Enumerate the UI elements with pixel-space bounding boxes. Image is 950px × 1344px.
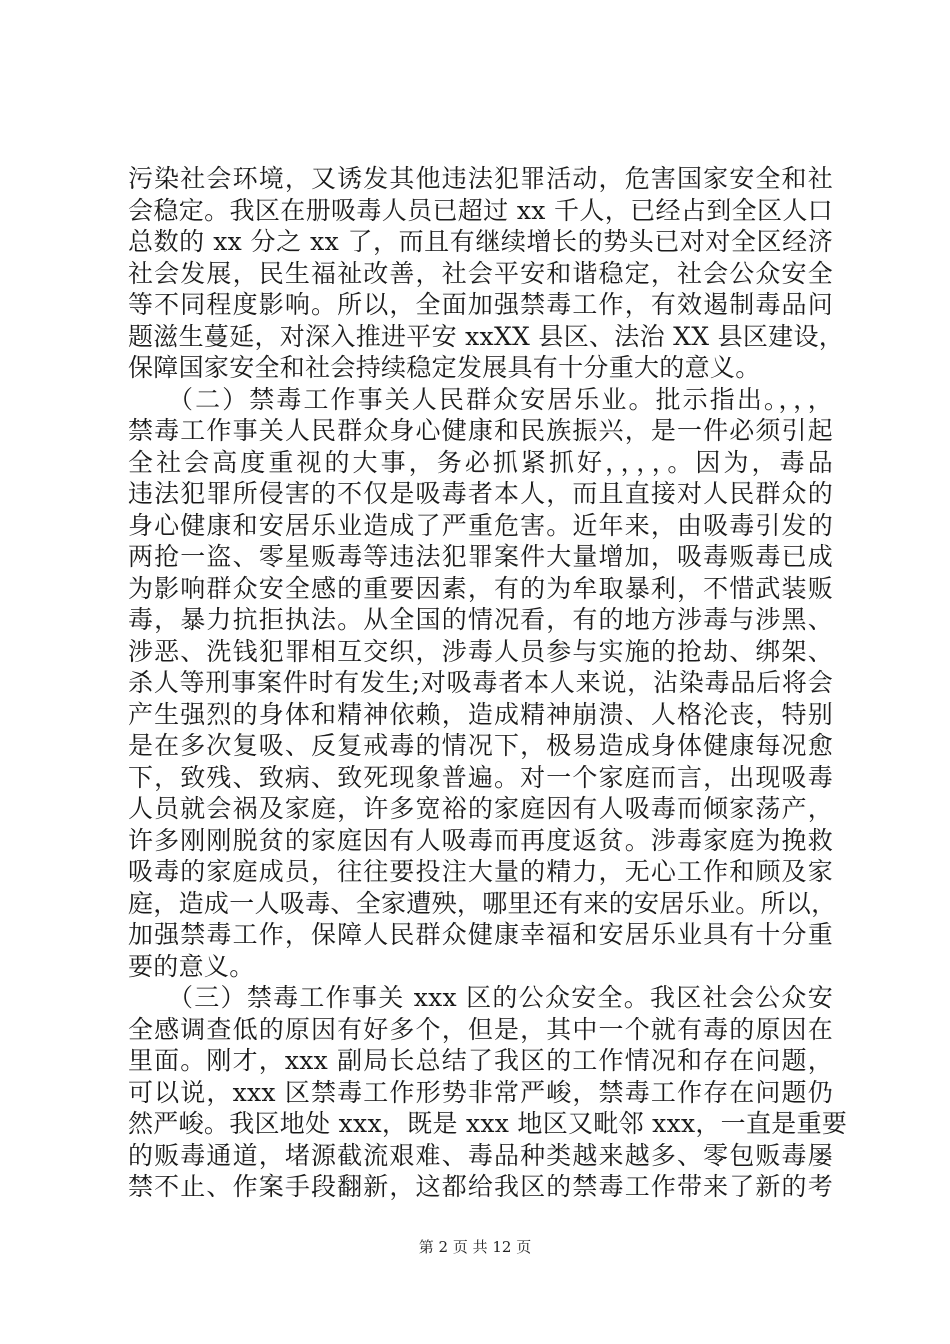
text-line: 污染社会环境，又诱发其他违法犯罪活动，危害国家安全和社 [128, 164, 833, 193]
text-line: 里面。刚才，xxx 副局长总结了我区的工作情况和存在问题， [128, 1046, 833, 1075]
text-line: 两抢一盗、零星贩毒等违法犯罪案件大量增加，吸毒贩毒已成 [128, 542, 833, 571]
text-line: 总数的 xx 分之 xx 了，而且有继续增长的势头已对对全区经济 [128, 227, 833, 256]
page-footer: 第 2 页 共 12 页 [418, 1238, 532, 1256]
text-line: 会稳定。我区在册吸毒人员已超过 xx 千人，已经占到全区人口 [128, 195, 833, 225]
text-line: 身心健康和安居乐业造成了严重危害。近年来，由吸毒引发的 [128, 510, 833, 540]
text-line: （二）禁毒工作事关人民群众安居乐业。批示指出。，，， [168, 384, 833, 414]
text-line: 许多刚刚脱贫的家庭因有人吸毒而再度返贫。涉毒家庭为挽救 [128, 825, 833, 855]
text-line: 为影响群众安全感的重要因素，有的为牟取暴利，不惜武装贩 [128, 573, 833, 603]
text-line: 产生强烈的身体和精神依赖，造成精神崩溃、人格沦丧，特别 [128, 699, 833, 729]
text-line: （三）禁毒工作事关 xxx 区的公众安全。我区社会公众安 [168, 983, 833, 1012]
text-line: 涉恶、洗钱犯罪相互交织，涉毒人员参与实施的抢劫、绑架、 [128, 636, 833, 666]
text-line: 禁不止、作案手段翻新，这都给我区的禁毒工作带来了新的考 [128, 1172, 833, 1201]
text-line: 下，致残、致病、致死现象普遍。对一个家庭而言，出现吸毒 [128, 762, 833, 792]
text-line: 保障国家安全和社会持续稳定发展具有十分重大的意义。 [128, 353, 761, 382]
text-line: 等不同程度影响。所以，全面加强禁毒工作，有效遏制毒品问 [128, 290, 833, 319]
text-line: 可以说，xxx 区禁毒工作形势非常严峻，禁毒工作存在问题仍 [128, 1077, 833, 1107]
text-line: 然严峻。我区地处 xxx，既是 xxx 地区又毗邻 xxx，一直是重要 [128, 1109, 848, 1138]
text-line: 毒，暴力抗拒执法。从全国的情况看，有的地方涉毒与涉黑、 [128, 605, 833, 634]
text-line: 禁毒工作事关人民群众身心健康和民族振兴，是一件必须引起 [128, 416, 833, 445]
text-line: 题滋生蔓延，对深入推进平安 xxXX 县区、法治 XX 县区建设， [128, 321, 845, 351]
text-line: 庭，造成一人吸毒、全家遭殃，哪里还有来的安居乐业。所以， [128, 888, 837, 918]
text-line: 加强禁毒工作，保障人民群众健康幸福和安居乐业具有十分重 [128, 920, 833, 949]
text-line: 违法犯罪所侵害的不仅是吸毒者本人，而且直接对人民群众的 [128, 479, 833, 508]
text-line: 全社会高度重视的大事，务必抓紧抓好，，，，。因为，毒品 [128, 447, 833, 477]
text-line: 要的意义。 [128, 951, 255, 981]
text-line: 社会发展，民生福祉改善，社会平安和谐稳定，社会公众安全 [128, 258, 833, 288]
text-line: 全感调查低的原因有好多个，但是，其中一个就有毒的原因在 [128, 1014, 833, 1044]
text-line: 杀人等刑事案件时有发生;对吸毒者本人来说，沾染毒品后将会 [128, 668, 833, 697]
text-line: 是在多次复吸、反复戒毒的情况下，极易造成身体健康每况愈 [128, 731, 833, 760]
text-line: 人员就会祸及家庭，许多宽裕的家庭因有人吸毒而倾家荡产， [128, 794, 833, 823]
text-line: 吸毒的家庭成员，往往要投注大量的精力，无心工作和顾及家 [128, 857, 833, 886]
text-line: 的贩毒通道，堵源截流艰难、毒品种类越来越多、零包贩毒屡 [128, 1140, 833, 1170]
body-text [128, 163, 848, 1203]
